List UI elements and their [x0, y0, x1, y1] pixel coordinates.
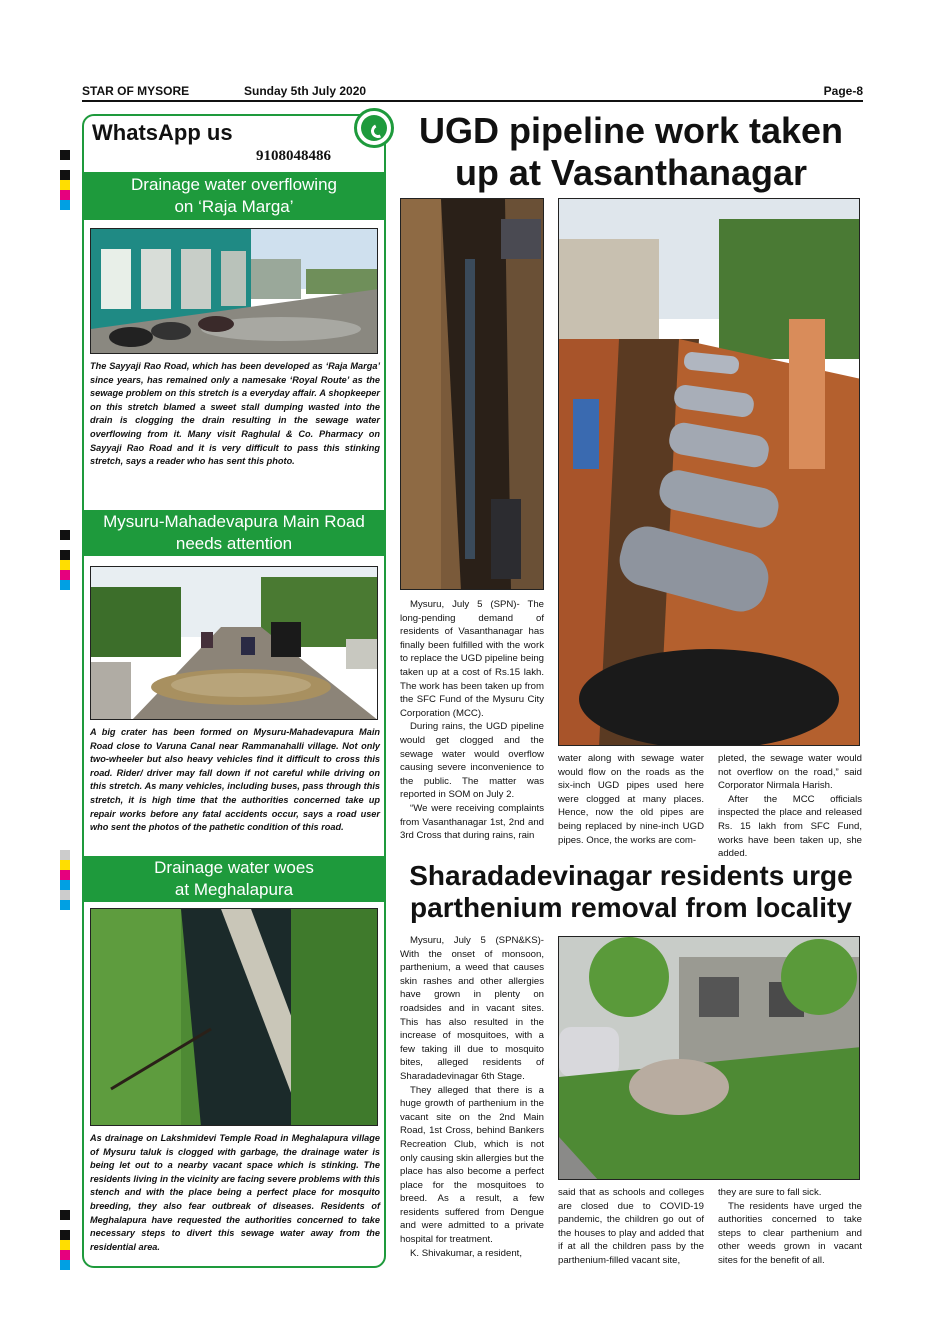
paragraph: They alleged that there is a huge growth of parthenium in the vacant site on the 2nd Main Road, 1st Cross, behind Bankers Recreation Club, which is not only causing skin allergies but the place has also become a perfect place for the mosquitoes to breed. As a result, a few residents suffered from Dengue and were admitted to a private hospital for treatment. — [400, 1084, 544, 1246]
headline-line: parthenium removal from locality — [410, 892, 852, 923]
registration-marks-bottom — [60, 1210, 70, 1270]
photo-meghalapura-illustration — [91, 909, 378, 1126]
whatsapp-icon — [354, 108, 394, 148]
heading-line: Mysuru-Mahadevapura Main Road — [103, 512, 365, 531]
paragraph: The residents have urged the authorities concerned to take steps to clear parthenium and other weeds grown in vacant sites for the benefit of all. — [718, 1200, 862, 1266]
heading-line: at Meghalapura — [174, 880, 294, 899]
photo-raja-marga-illustration — [91, 229, 378, 354]
story1-column-2 — [558, 752, 704, 847]
heading-line: Drainage water woes — [154, 858, 314, 877]
whatsapp-title: WhatsApp us — [92, 120, 233, 145]
photo-trench-illustration — [401, 199, 544, 590]
paragraph: said that as schools and colleges are closed due to COVID-19 pandemic, the children go out of the houses to play and added that if at all the children pass by the parthenium-filled vacant site, — [558, 1187, 704, 1266]
paragraph: “We were receiving complaints from Vasanthanagar 1st, 2nd and 3rd Cross that during rains, rain — [400, 802, 544, 842]
photo-pipes — [558, 198, 860, 746]
heading-line: needs attention — [175, 534, 293, 553]
page-number: Page-8 — [823, 84, 863, 98]
registration-marks-top — [60, 150, 70, 210]
paragraph: During rains, the UGD pipeline would get clogged and the sewage water would overflow causing severe inconvenience to the public. The matter was reported in SOM on July 2. — [400, 721, 544, 801]
caption-meghalapura: As drainage on Lakshmidevi Temple Road in Meghalapura village of Mysuru taluk is clogged with garbage, the drainage water is being let out to a nearby vacant space which is stinking. The residents living in the vicinity are facing severe problems with this stench and with the place being a perfect place for mosquito breeding, they also fear outbreak of diseases. Residents of Meghalapura have requested the authorities concerned to take necessary steps to divert this sewage water away from the residential area. — [90, 1133, 381, 1252]
headline-line: UGD pipeline work taken — [418, 110, 844, 151]
story1-column-1 — [400, 598, 544, 843]
photo-parthenium — [558, 936, 860, 1180]
issue-date: Sunday 5th July 2020 — [244, 84, 367, 98]
headline-ugd-pipeline — [398, 110, 864, 194]
photo-mahadevapura-road-illustration — [91, 567, 378, 720]
registration-marks-lower — [60, 850, 70, 910]
photo-trench — [400, 198, 544, 590]
caption-mahadevapura-road: A big crater has been formed on Mysuru-Mahadevapura Main Road close to Varuna Canal near Rammanahalli village. Not only two-wheeler but also heavy vehicles find it difficult to cross this road. Rider/ driver may fall down if not careful while driving on this stretch. As many vehicles, including buses, pass through this stretch, it is high time that the authorities concerned take up repair works before any fatal accidents occur, says a road user who sent the photos of the pathetic condition of this road. — [90, 727, 380, 833]
whatsapp-reader-box — [82, 114, 386, 1268]
paragraph: they are sure to fall sick. — [718, 1187, 822, 1198]
story2-column-3 — [718, 1186, 862, 1268]
headline-sharadadevinagar — [394, 860, 868, 924]
caption-raja-marga: The Sayyaji Rao Road, which has been developed as ‘Raja Marga’ since years, has remained only a namesake ‘Royal Route’ as the sewage problem on this stretch is a everyday affair. A shopkeeper on this stretch blamed a sweet stall dumping wasted into the drain is clogging the drain resulting in the sewage water overflowing from it. Many visit Raghulal & Co. Pharmacy on Sayyaji Rao Road and it is very difficult to pass this stinking stretch, says a reader who has sent this photo. — [90, 361, 380, 467]
story2-column-2 — [558, 1186, 704, 1268]
header-rule — [82, 100, 863, 102]
photo-meghalapura — [90, 908, 378, 1126]
headline-line: Sharadadevinagar residents urge — [409, 860, 853, 891]
story2-column-1 — [400, 934, 544, 1260]
paragraph: K. Shivakumar, a resident, — [410, 1247, 522, 1259]
photo-raja-marga — [90, 228, 378, 354]
headline-line: up at Vasanthanagar — [454, 152, 808, 193]
heading-line: Drainage water overflowing — [131, 175, 337, 194]
story1-column-3 — [718, 752, 862, 861]
masthead — [82, 84, 863, 100]
heading-line: on ‘Raja Marga’ — [174, 197, 294, 216]
photo-mahadevapura-road — [90, 566, 378, 720]
paragraph: pleted, the sewage water would not overflow on the road,” said Corporator Nirmala Harish. — [718, 753, 862, 792]
story-heading-raja-marga — [84, 172, 384, 220]
photo-parthenium-illustration — [559, 937, 860, 1180]
photo-pipes-illustration — [559, 199, 860, 746]
paragraph: After the MCC officials inspected the place and released Rs. 15 lakh from SFC Fund, works have been taken up, she added. — [718, 793, 862, 860]
publication-name: STAR OF MYSORE — [82, 84, 190, 98]
registration-marks-middle — [60, 530, 70, 590]
story-heading-meghalapura — [84, 856, 384, 902]
paragraph: water along with sewage water would flow on the roads as the six-inch UGD pipes used here were clogged at many places. Hence, now the old pipes are being replaced by nine-inch UGD pipes. Once, the works are com- — [558, 753, 704, 846]
whatsapp-number: 9108048486 — [256, 148, 331, 164]
story-heading-mahadevapura-road — [84, 510, 384, 556]
paragraph: Mysuru, July 5 (SPN)- The long-pending demand of residents of Vasanthanagar has finally been fulfilled with the work to replace the UGD pipeline being taken up at a cost of Rs.15 lakh. The work has been taken up from the SFC Fund of the Mysuru City Corporation (MCC). — [400, 599, 544, 719]
paragraph: Mysuru, July 5 (SPN&KS)- With the onset of monsoon, parthenium, a weed that causes skin rashes and other allergies have grown in plenty on roadsides and in vacant sites. This has also resulted in the increase of mosquitoes, with a few taking ill due to mosquito bites, alleged residents of Sharadadevinagar 6th Stage. — [400, 935, 544, 1082]
